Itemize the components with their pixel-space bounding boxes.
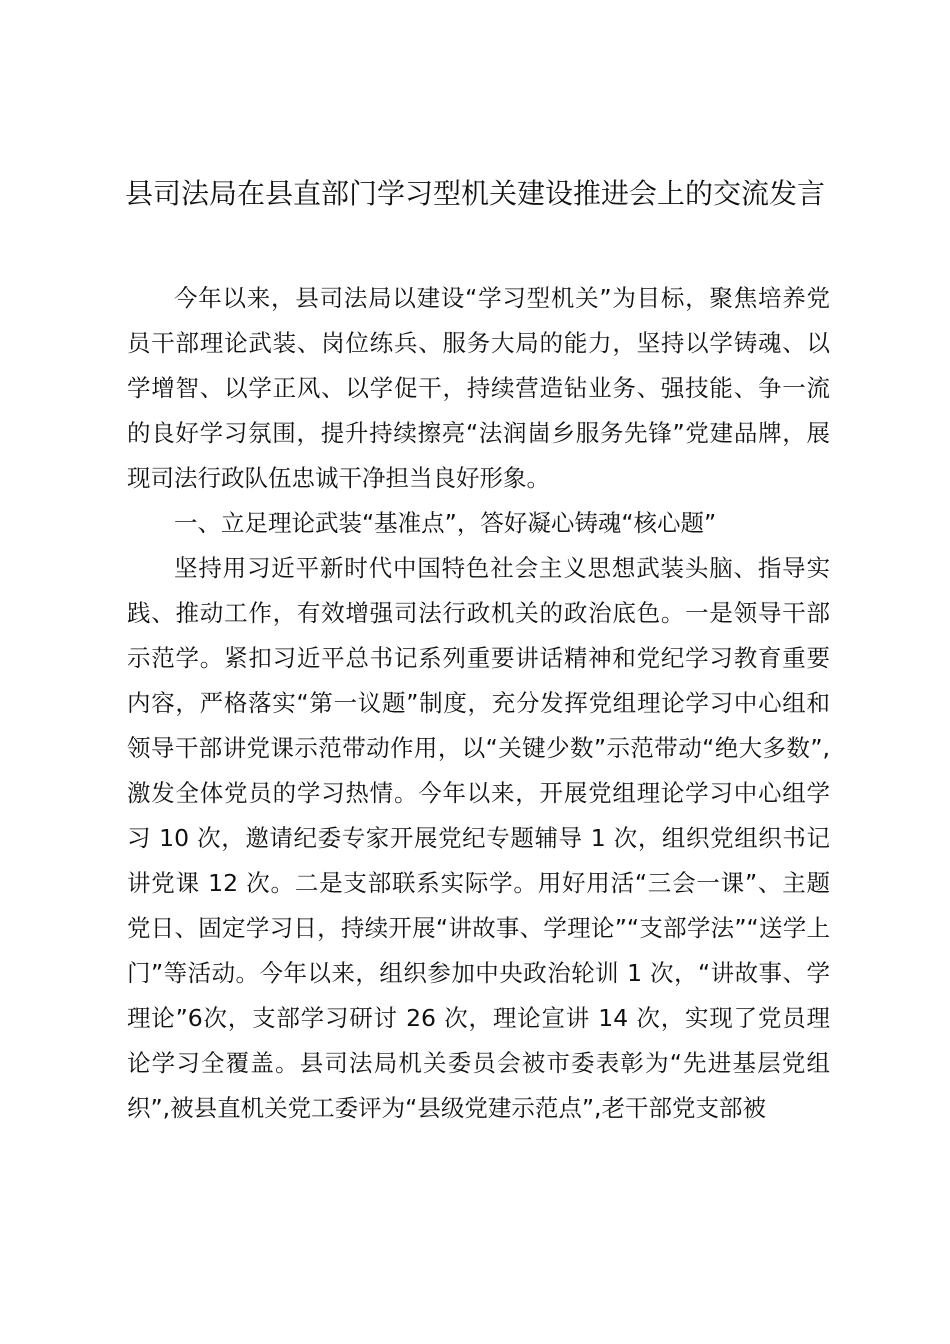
document-body bbox=[127, 276, 830, 1131]
intro-paragraph: 今年以来，县司法局以建设“学习型机关”为目标，聚焦培养党员干部理论武装、岗位练兵、服务大局的能力，坚持以学铸魂、以学增智、以学正风、以学促干，持续营造钻业务、强技能、争一流的良好学习氛围，提升持续擦亮“法润崮乡服务先锋”党建品牌，展现司法行政队伍忠诚干净担当良好形象。 bbox=[127, 284, 830, 492]
section-paragraph: 坚持用习近平新时代中国特色社会主义思想武装头脑、指导实践、推动工作，有效增强司法行政机关的政治底色。一是领导干部示范学。紧扣习近平总书记系列重要讲话精神和党纪学习教育重要内容，严格落实“第一议题”制度，充分发挥党组理论学习中心组和领导干部讲党课示范带动作用，以“关键少数”示范带动“绝大多数”,激发全体党员的学习热情。今年以来，开展党组理论学习中心组学习 10 次，邀请纪委专家开展党纪专题辅导 1 次，组织党组织书记讲党课 12 次。二是支部联系实际学。用好用活“三会一课”、主题党日、固定学习日，持续开展“讲故事、学理论”“支部学法”“送学上门”等活动。今年以来，组织参加中央政治轮训 1 次，“讲故事、学理论”6次，支部学习研讨 26 次，理论宣讲 14 次，实现了党员理论学习全覆盖。县司法局机关委员会被市委表彰为“先进基层党组织”,被县直机关党工委评为“县级党建示范点”,老干部党支部被 bbox=[127, 554, 830, 1122]
section-heading: 一、立足理论武装“基准点”，答好凝心铸魂“核心题” bbox=[174, 509, 717, 537]
document-title: 县司法局在县直部门学习型机关建设推进会上的交流发言 bbox=[124, 177, 825, 210]
